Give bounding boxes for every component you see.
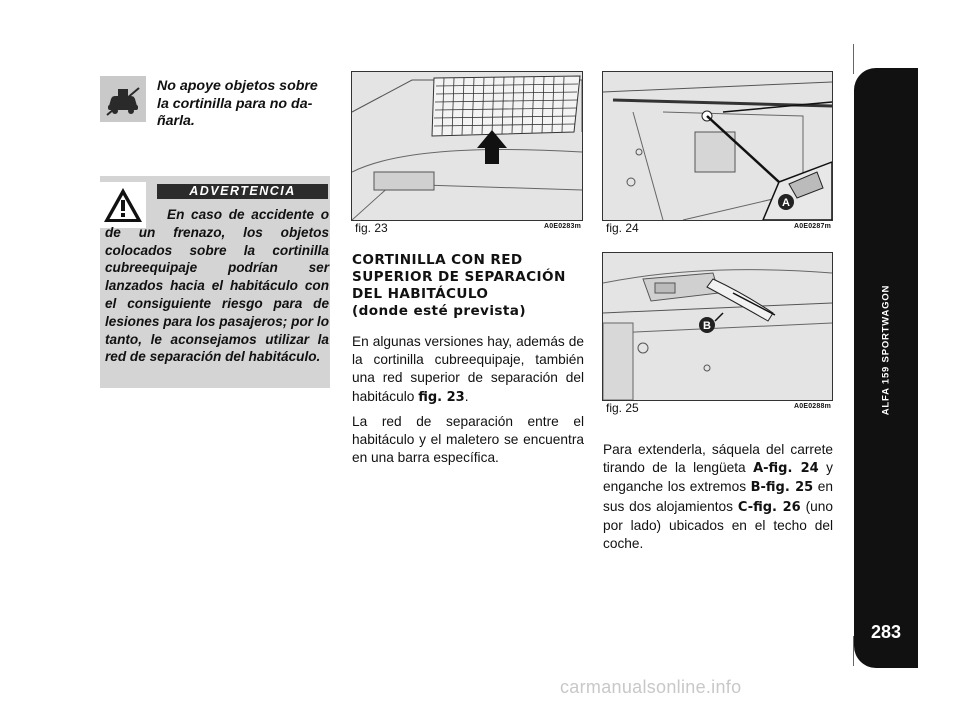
note-box: [100, 70, 330, 132]
tab-guide-line: [853, 44, 854, 74]
figure-24-caption: [606, 221, 831, 237]
heading-line: SUPERIOR DE SEPARACIÓN: [352, 269, 566, 285]
callout-a: A: [782, 197, 790, 209]
car-cargo-icon: [100, 76, 146, 122]
section-heading: [352, 252, 584, 320]
note-text: No apoye objetos sobre la cortinilla para no dañarla.: [157, 78, 318, 129]
figure-code: A0E0283m: [543, 223, 581, 230]
figure-23-caption: [355, 221, 581, 237]
figure-reference: A-fig. 24: [753, 461, 819, 477]
figure-23-image: [351, 71, 583, 221]
heading-line: (donde esté prevista): [352, 303, 526, 319]
figure-24-image: [602, 71, 833, 221]
figure-label: fig. 25: [606, 401, 639, 415]
warning-title: ADVERTENCIA: [157, 184, 328, 199]
heading-line: DEL HABITÁCULO: [352, 286, 489, 302]
figure-label: fig. 24: [606, 221, 639, 235]
figure-25-image: [602, 252, 833, 401]
intro-paragraph: En algunas versiones hay, además de la cortinilla cubreequipaje, también una red superior de separación del habitáculo fig. 23.: [352, 334, 584, 405]
figure-code: A0E0287m: [793, 223, 831, 230]
heading-line: CORTINILLA CON RED: [352, 252, 523, 268]
watermark: carmanualsonline.info: [560, 677, 742, 697]
figure-reference: B-fig. 25: [750, 480, 814, 496]
figure-reference: fig. 23: [418, 389, 465, 405]
callout-b: B: [703, 320, 711, 332]
figure-label: fig. 23: [355, 221, 388, 235]
figure-reference: C-fig. 26: [737, 499, 801, 515]
warning-box: [100, 176, 330, 388]
figure-code: A0E0288m: [793, 403, 831, 410]
page-number: 283: [870, 622, 902, 642]
figure-25-caption: [606, 401, 831, 417]
warning-text: En caso de accidente o de un frenazo, los objetos colocados sobre la cortinilla cubreequipaje podrían ser lanzados hacia el habitáculo con el consiguiente riesgo para de lesiones para los pasajeros; por lo tanto, le aconsejamos utilizar la red de separación del habitáculo.: [105, 207, 329, 365]
location-paragraph: La red de separación entre el habitáculo y el maletero se encuentra en una barra específica.: [352, 414, 584, 466]
vehicle-title: ALFA 159 SPORTWAGON: [880, 284, 892, 416]
instructions-paragraph: Para extenderla, sáquela del carrete tirando de la lengüeta A-fig. 24 y enganche los extremos B-fig. 25 en sus dos alojamientos C-fig. 26 (uno por lado) ubicados en el techo del coche.: [603, 442, 834, 552]
